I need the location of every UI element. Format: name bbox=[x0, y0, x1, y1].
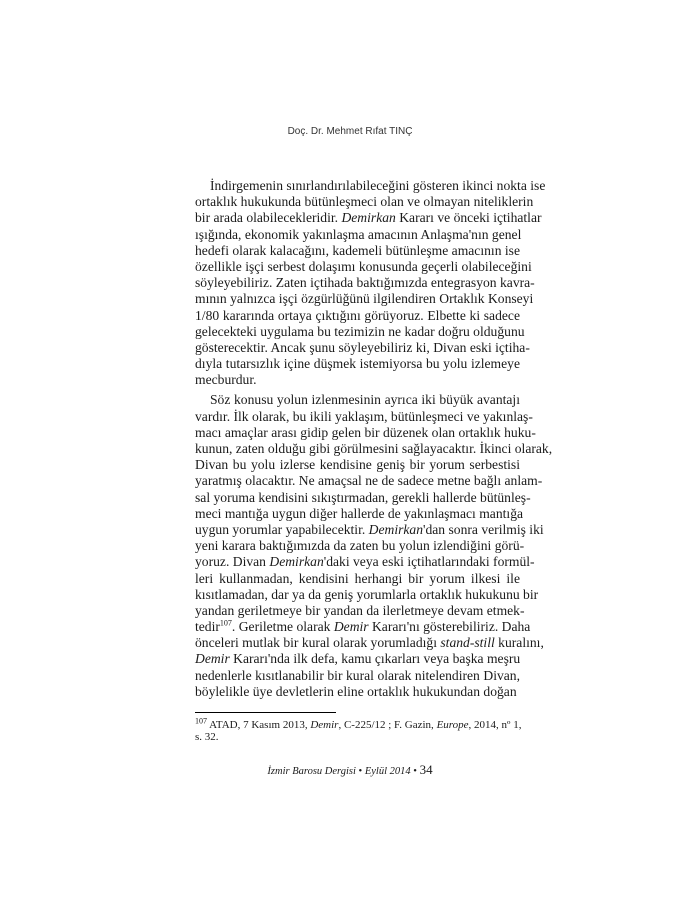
text-run: kuralını, bbox=[494, 635, 544, 651]
text-line bbox=[195, 571, 520, 587]
text-run: ışığında, ekonomik yakınlaşma amacının Anlaşma'nın genel bbox=[195, 226, 522, 242]
text-line bbox=[195, 392, 520, 408]
paragraph bbox=[195, 178, 546, 388]
text-run: , C-225/12 ; F. Gazin, bbox=[338, 719, 437, 731]
text-line bbox=[195, 275, 535, 291]
text-line bbox=[195, 635, 544, 651]
footnote-107 bbox=[195, 716, 525, 743]
text-run: özellikle işçi serbest dolaşımı konusunda geçerli olabileceğini bbox=[195, 258, 532, 274]
text-line bbox=[195, 408, 533, 425]
text-run: Kararı'nda ilk defa, kamu çıkarları veya başka meşru bbox=[229, 651, 521, 667]
text-run: vardır. İlk olarak, bu ikili yaklaşım, bütünleşmeci ve yakınlaş- bbox=[195, 408, 533, 424]
text-run: yaratmış olacaktır. Ne amaçsal ne de sadece metne bağlı anlam- bbox=[195, 473, 543, 489]
italic-text: Demirkan bbox=[368, 521, 424, 537]
footnote-ref: 107 bbox=[219, 618, 232, 628]
text-line bbox=[195, 538, 525, 554]
text-run: mının yalnızca işçi özgürlüğünü ilgilendiren Ortaklık Konseyi bbox=[195, 291, 534, 307]
text-line bbox=[195, 489, 531, 506]
text-line bbox=[195, 372, 520, 388]
text-line bbox=[195, 651, 520, 667]
text-run: önceleri mutlak bir kural olarak yorumladığı bbox=[195, 635, 441, 651]
text-run: bir arada olabilecekleridir. bbox=[195, 210, 342, 226]
journal-name: İzmir Barosu Dergisi bbox=[267, 766, 356, 777]
footer-separator: • bbox=[410, 766, 420, 777]
text-run: 1/80 kararında ortaya çıktığını görüyoruz. Elbette ki sadece bbox=[195, 307, 520, 323]
text-run: 'daki veya eski içtihatlarındaki formül- bbox=[323, 554, 535, 570]
text-run: gelecekteki uygulama bu tezimizin ne kadar doğru olduğunu bbox=[195, 323, 525, 339]
footnote-divider bbox=[195, 712, 336, 713]
text-run: leri kullanmadan, kendisini herhangi bir yorum ilkesi ile bbox=[195, 570, 520, 586]
body-text bbox=[195, 178, 553, 704]
text-run: böylelikle üye devletlerin eline ortaklık hukukundan doğan bbox=[195, 683, 517, 699]
text-run: Kararı'nı gösterebiliriz. Daha bbox=[368, 619, 531, 635]
running-header: Doç. Dr. Mehmet Rıfat TINÇ bbox=[287, 126, 413, 137]
text-line bbox=[195, 258, 532, 275]
footer-separator: • bbox=[355, 766, 365, 777]
text-line bbox=[195, 291, 534, 307]
text-run: macı amaçlar arası gidip gelen bir düzenek olan ortaklık huku- bbox=[195, 424, 536, 440]
italic-text: Demirkan bbox=[269, 554, 324, 570]
text-line bbox=[195, 618, 531, 635]
text-line bbox=[195, 308, 520, 324]
text-run: . Geriletme olarak bbox=[231, 619, 334, 635]
text-run: sal yoruma kendisini sıkıştırmadan, gerekli hallerde bütünleş- bbox=[195, 489, 531, 505]
text-line bbox=[195, 194, 534, 210]
text-run: nedenlerle kısıtlanabilir bir kural olarak nitelendiren Divan, bbox=[195, 667, 520, 683]
text-run: Divan bu yolu izlerse kendisine geniş bir yorum serbestisi bbox=[195, 457, 520, 473]
text-run: , 2014, nº 1, s. 32. bbox=[195, 719, 522, 743]
text-run: İndirgemenin sınırlandırılabileceğini gösteren ikinci nokta ise bbox=[210, 178, 546, 193]
text-line bbox=[195, 178, 546, 194]
italic-text: Demirkan bbox=[341, 210, 396, 226]
text-run: 'dan sonra verilmiş iki bbox=[423, 521, 544, 537]
text-line bbox=[195, 356, 520, 372]
text-line bbox=[195, 457, 520, 473]
text-line bbox=[195, 210, 542, 226]
italic-text: Demir bbox=[195, 651, 230, 667]
text-line bbox=[195, 554, 535, 570]
paragraph bbox=[195, 392, 553, 700]
text-run: ATAD, 7 Kasım 2013, bbox=[207, 719, 311, 731]
text-run: hedefi olarak kalacağını, kademeli bütünleşme amacının ise bbox=[195, 242, 520, 258]
italic-text: Demir bbox=[333, 619, 369, 635]
text-run: yandan geriletmeye bir yandan da ilerletmeye devam etmek- bbox=[195, 602, 525, 618]
text-line bbox=[195, 473, 543, 489]
page-footer bbox=[0, 762, 700, 778]
text-run: uygun yorumlar yapabilecektir. bbox=[195, 521, 369, 537]
text-run: tedir bbox=[195, 619, 220, 635]
text-line bbox=[195, 243, 520, 259]
footnote-ref: 107 bbox=[195, 716, 207, 726]
text-run: ortaklık hukukunda bütünleşmeci olan ve olmayan niteliklerin bbox=[195, 194, 534, 210]
issue-date: Eylül 2014 bbox=[364, 766, 411, 777]
italic-text: stand-still bbox=[440, 635, 495, 651]
text-run: yoruz. Divan bbox=[195, 554, 270, 570]
text-line bbox=[195, 668, 520, 684]
italic-text: Demir bbox=[310, 719, 339, 731]
text-line bbox=[195, 586, 539, 603]
text-line bbox=[195, 424, 536, 441]
text-line bbox=[195, 441, 553, 457]
text-line bbox=[195, 505, 524, 522]
text-run: kısıtlamadan, dar ya da geniş yorumlarla ortaklık hukukunu bir bbox=[195, 586, 539, 602]
text-line bbox=[195, 684, 520, 700]
text-run: Söz konusu yolun izlenmesinin ayrıca iki büyük avantajı bbox=[210, 392, 520, 408]
text-line bbox=[195, 227, 520, 243]
text-line bbox=[195, 521, 544, 538]
text-run: gösterecektir. Ancak şunu söyleyebiliriz ki, Divan eski içtiha- bbox=[195, 339, 530, 355]
text-run: kunun, zaten olduğu gibi görülmesini sağlayacaktır. İkinci olarak, bbox=[195, 441, 553, 456]
text-run: söyleyebiliriz. Zaten içtihada baktığımızda entegrasyon kavra- bbox=[195, 275, 535, 291]
italic-text: Europe bbox=[436, 719, 469, 731]
text-run: meci mantığa uygun diğer hallerde de yakınlaşmacı mantığa bbox=[195, 505, 524, 521]
text-run: dıyla tutarsızlık içine düşmek istemiyorsa bu yolu izlemeye bbox=[195, 356, 520, 372]
text-run: yeni karara baktığımızda da zaten bu yolun izlendiğini görü- bbox=[195, 538, 525, 554]
text-line bbox=[195, 339, 530, 356]
text-run: mecburdur. bbox=[195, 372, 257, 388]
text-line bbox=[195, 323, 525, 340]
text-line bbox=[195, 602, 525, 619]
page-number: 34 bbox=[419, 762, 433, 777]
text-run: Kararı ve önceki içtihatlar bbox=[395, 210, 542, 226]
